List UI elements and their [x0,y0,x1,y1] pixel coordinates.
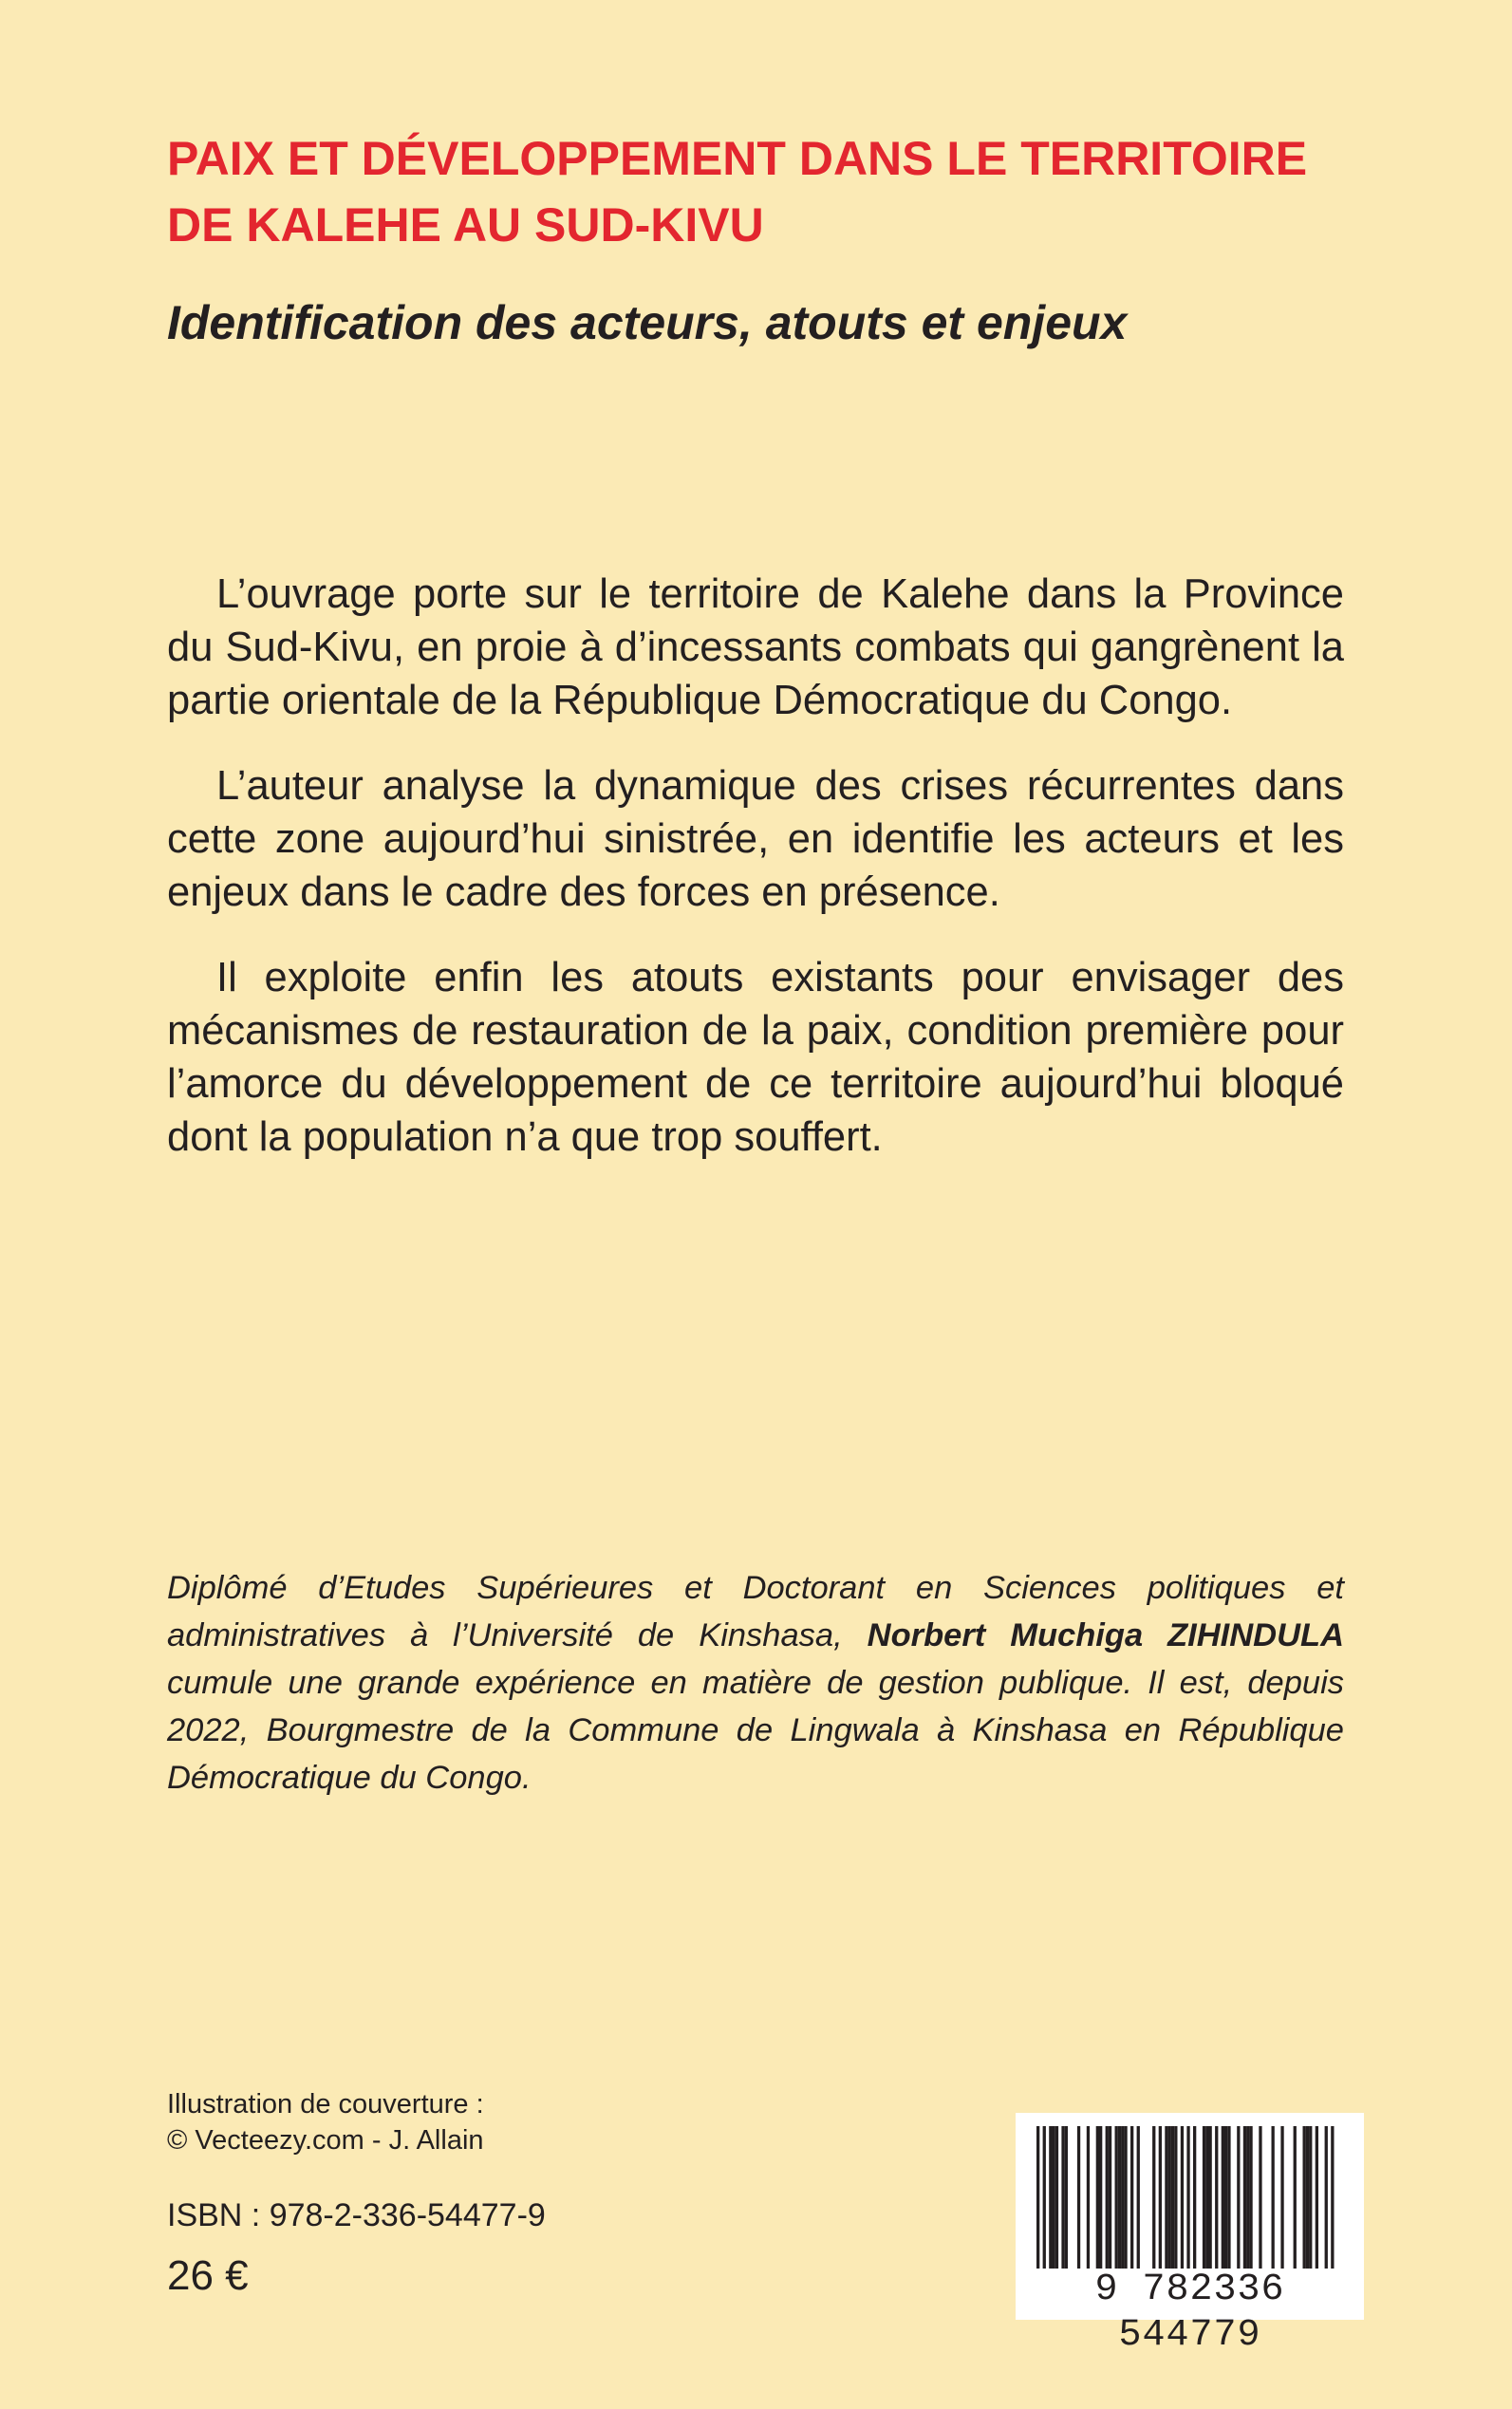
barcode-bar [1249,2126,1252,2269]
barcode-bar [1186,2126,1189,2269]
barcode-bar [1099,2126,1102,2269]
book-title: PAIX ET DÉVELOPPEMENT DANS LE TERRITOIRE DE KALEHE AU SUD-KIVU [167,132,1308,252]
barcode-bar [1130,2126,1133,2269]
barcode-bar [1259,2126,1261,2269]
barcode-bar [1246,2126,1249,2269]
barcode-bar [1243,2126,1246,2269]
barcode-bar [1121,2126,1124,2269]
price: 26 € [167,2252,249,2299]
author-bio-rest: cumule une grande expérience en matière de gestion publique. Il est, depuis 2022, Bourgmestre de la Commune de Lingwala à Kinshasa en République Démocratique du Congo. [167,1665,1344,1796]
barcode-bar [1053,2126,1055,2269]
barcode-bar [1171,2126,1174,2269]
barcode-bars [1016,2113,1364,2274]
barcode-bar [1303,2126,1306,2269]
barcode-bar [1106,2126,1109,2269]
barcode-bar [1065,2126,1068,2269]
barcode-bar [1165,2126,1167,2269]
barcode-bar [1203,2126,1205,2269]
barcode-digits: 9 782336 544779 [1094,2269,1285,2357]
barcode-bar [1309,2126,1312,2269]
barcode-bar [1316,2126,1318,2269]
barcode-bar [1280,2126,1283,2269]
summary-paragraph: L’auteur analyse la dynamique des crises récurrentes dans cette zone aujourd’hui sinistrée, en identifie les acteurs et les enjeux dans le cadre des forces en présence. [167,763,1344,915]
barcode-bar [1124,2126,1127,2269]
barcode-bar [1306,2126,1309,2269]
barcode-bar [1174,2126,1177,2269]
illustration-credit [167,2086,484,2158]
barcode-bar [1137,2126,1140,2269]
barcode-bar [1077,2126,1080,2269]
barcode-bar [1272,2126,1275,2269]
barcode-bar [1325,2126,1328,2269]
barcode-bar [1036,2126,1039,2269]
barcode-bar [1061,2126,1064,2269]
isbn: ISBN : 978-2-336-54477-9 [167,2197,546,2233]
credit-source: © Vecteezy.com - J. Allain [167,2125,484,2156]
author-name: Norbert Muchiga ZIHINDULA [867,1617,1344,1653]
barcode-bar [1215,2126,1218,2269]
author-bio [167,1564,1344,1802]
barcode-bar [1294,2126,1297,2269]
barcode-bar [1209,2126,1212,2269]
barcode-bar [1118,2126,1121,2269]
summary-paragraph: Il exploite enfin les atouts existants pour envisager des mécanismes de restauration de la paix, condition première pour l’amorce du développement de ce territoire aujourd’hui bloqué dont la population n’a que trop souffert. [167,955,1344,1160]
barcode-bar [1205,2126,1208,2269]
barcode-bar [1043,2126,1046,2269]
summary-text [167,568,1344,1196]
barcode-bar [1331,2126,1334,2269]
barcode-bar [1227,2126,1230,2269]
barcode-bar [1168,2126,1171,2269]
barcode-bar [1237,2126,1240,2269]
barcode-bar [1193,2126,1196,2269]
barcode-bar [1096,2126,1099,2269]
barcode [1016,2113,1364,2357]
barcode-bar [1159,2126,1162,2269]
barcode-bar [1087,2126,1090,2269]
book-subtitle: Identification des acteurs, atouts et enjeux [167,296,1128,349]
barcode-bar [1049,2126,1052,2269]
barcode-bar [1115,2126,1118,2269]
credit-label: Illustration de couverture : [167,2089,484,2120]
barcode-bar [1109,2126,1111,2269]
barcode-bar [1181,2126,1184,2269]
barcode-bar [1055,2126,1058,2269]
summary-paragraph: L’ouvrage porte sur le territoire de Kalehe dans la Province du Sud-Kivu, en proie à d’incessants combats qui gangrènent la partie orientale de la République Démocratique du Congo. [167,571,1344,723]
barcode-bar [1152,2126,1155,2269]
barcode-bar [1224,2126,1227,2269]
barcode-bar [1222,2126,1224,2269]
author-bio-intro: Diplômé d’Etudes Supérieures et Doctorant en Sciences politiques et administratives à l’Université de Kinshasa, [167,1570,1344,1653]
